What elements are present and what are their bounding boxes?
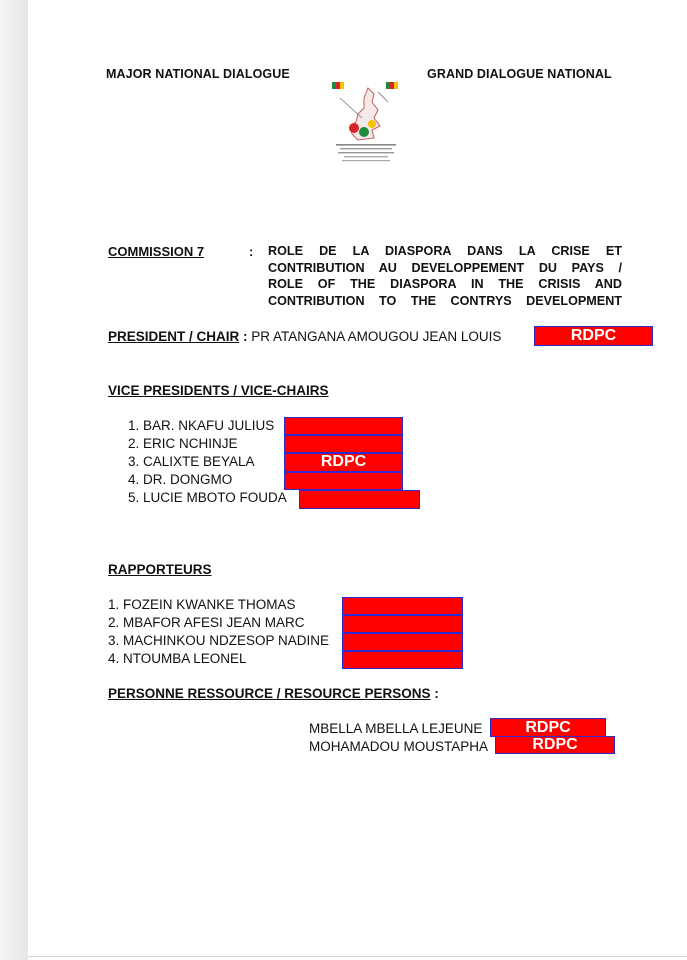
rapporteur-redaction-2 xyxy=(342,615,463,633)
commission-line-3: ROLE OF THE DIASPORA IN THE CRISIS AND xyxy=(268,277,622,291)
header-right-title: GRAND DIALOGUE NATIONAL xyxy=(427,67,612,81)
national-dialogue-logo xyxy=(328,78,404,166)
resource-persons-list xyxy=(309,720,488,756)
logo-flag-yellow-left xyxy=(340,82,344,89)
vice-president-redaction-4 xyxy=(284,472,403,490)
vice-president-item: 5. LUCIE MBOTO FOUDA xyxy=(128,490,287,505)
president-party-tag: RDPC xyxy=(534,326,653,346)
logo-green-circle xyxy=(359,127,369,137)
rapporteur-item: 4. NTOUMBA LEONEL xyxy=(108,651,247,666)
resource-persons-title: PERSONNE RESSOURCE / RESOURCE PERSONS xyxy=(108,686,431,701)
resource-persons-row xyxy=(108,686,439,701)
page-edge-shadow xyxy=(0,0,28,960)
resource-person-item: MOHAMADOU MOUSTAPHA xyxy=(309,739,489,754)
logo-caption-line-3 xyxy=(338,152,394,153)
vice-presidents-list xyxy=(128,417,287,507)
logo-flag-yellow-right xyxy=(394,82,398,89)
vice-president-item: 2. ERIC NCHINJE xyxy=(128,436,238,451)
rapporteur-redaction-3 xyxy=(342,633,463,651)
rapporteurs-list xyxy=(108,596,329,668)
commission-title xyxy=(268,243,622,309)
rapporteurs-title: RAPPORTEURS xyxy=(108,562,212,577)
president-label: PRESIDENT / CHAIR xyxy=(108,329,240,344)
resource-person-item: MBELLA MBELLA LEJEUNE xyxy=(309,721,483,736)
logo-flag-red-left xyxy=(336,82,340,89)
president-row xyxy=(108,329,501,344)
logo-yellow-circle xyxy=(368,120,376,128)
vice-president-item: 3. CALIXTE BEYALA xyxy=(128,454,255,469)
vice-president-redaction-1 xyxy=(284,417,403,435)
logo-caption-line-5 xyxy=(342,160,390,161)
logo-caption-line-4 xyxy=(344,156,388,157)
rapporteur-item: 2. MBAFOR AFESI JEAN MARC xyxy=(108,615,305,630)
rapporteur-redaction-4 xyxy=(342,651,463,669)
page-bottom-edge xyxy=(28,956,687,957)
vice-president-redaction-5 xyxy=(299,490,420,509)
logo-flag-red-right xyxy=(390,82,394,89)
logo-caption-line-1 xyxy=(336,144,396,146)
logo-side-text-right xyxy=(378,92,388,102)
commission-line-2: CONTRIBUTION AU DEVELOPPEMENT DU PAYS / xyxy=(268,260,622,275)
resource-person-party-tag-2: RDPC xyxy=(495,736,615,754)
rapporteur-item: 3. MACHINKOU NDZESOP NADINE xyxy=(108,633,330,648)
vice-president-redaction-3: RDPC xyxy=(284,453,403,472)
logo-side-text-left xyxy=(340,98,362,118)
logo-caption-line-2 xyxy=(340,148,392,149)
president-name: PR ATANGANA AMOUGOU JEAN LOUIS xyxy=(251,329,502,344)
commission-line-4: CONTRIBUTION TO THE CONTRYS DEVELOPMENT xyxy=(268,293,622,308)
logo-flag-green-left xyxy=(332,82,336,89)
vice-president-redaction-2 xyxy=(284,435,403,453)
vice-presidents-title: VICE PRESIDENTS / VICE-CHAIRS xyxy=(108,383,329,398)
vice-president-item: 4. DR. DONGMO xyxy=(128,472,233,487)
president-separator: : xyxy=(243,329,248,344)
commission-label: COMMISSION 7 xyxy=(108,244,205,259)
vice-president-item: 1. BAR. NKAFU JULIUS xyxy=(128,418,275,433)
logo-red-circle xyxy=(349,123,359,133)
resource-person-party-tag-1: RDPC xyxy=(490,718,606,737)
commission-line-1: ROLE DE LA DIASPORA DANS LA CRISE ET xyxy=(268,244,622,258)
logo-flag-green-right xyxy=(386,82,390,89)
header-left-title: MAJOR NATIONAL DIALOGUE xyxy=(106,67,290,81)
rapporteur-redaction-1 xyxy=(342,597,463,615)
commission-colon: : xyxy=(249,244,254,259)
rapporteur-item: 1. FOZEIN KWANKE THOMAS xyxy=(108,597,296,612)
resource-persons-separator: : xyxy=(434,686,439,701)
